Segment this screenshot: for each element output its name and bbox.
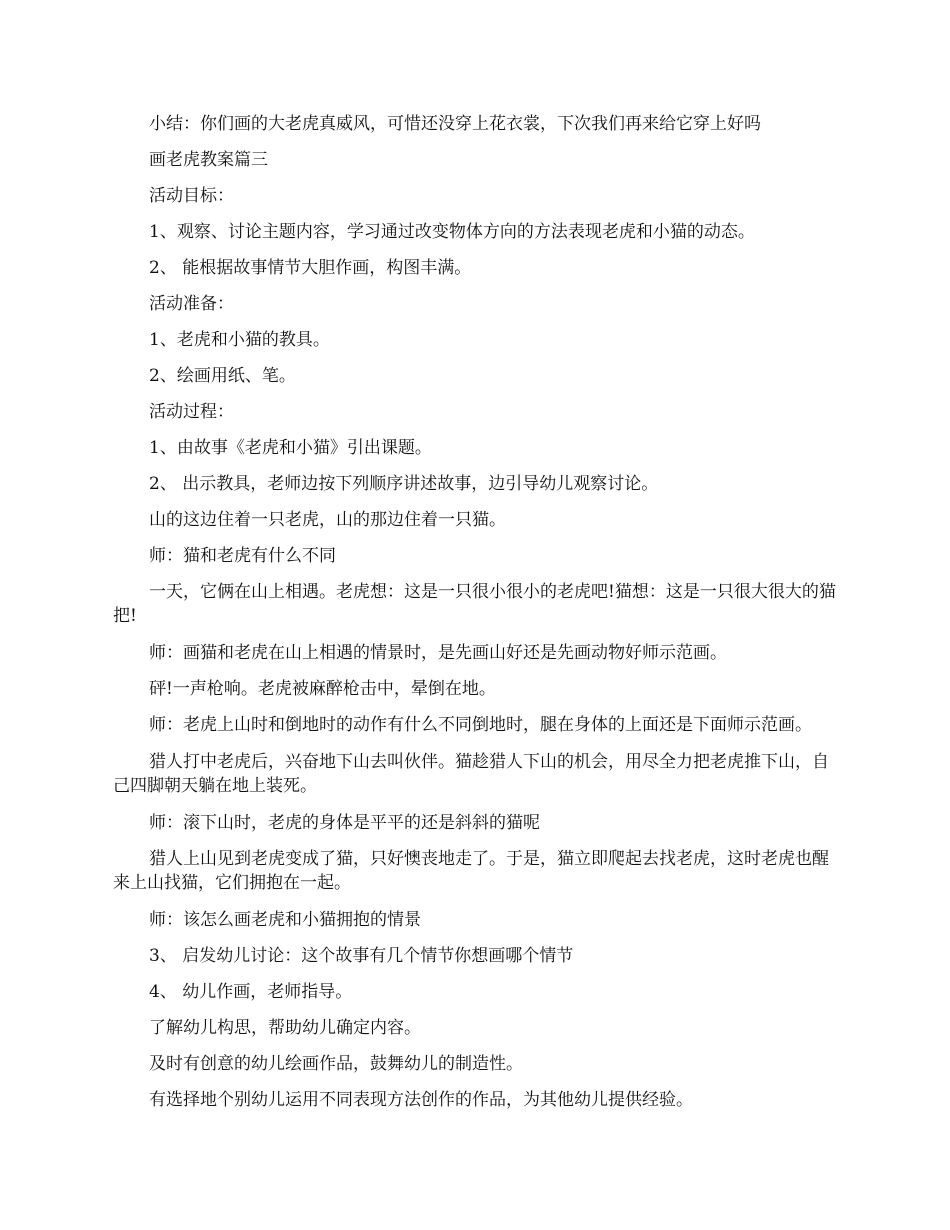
story-paragraph: 猎人上山见到老虎变成了猫，只好懊丧地走了。于是，猫立即爬起去找老虎，这时老虎也醒来上山找猫，它们拥抱在一起。 (113, 849, 829, 893)
teacher-question: 师：画猫和老虎在山上相遇的情景时，是先画山好还是先画动物好师示范画。 (149, 643, 727, 663)
preparation-item-1: 1、老虎和小猫的教具。 (149, 330, 330, 350)
paragraph-summary: 小结：你们画的大老虎真威风，可惜还没穿上花衣裳，下次我们再来给它穿上好吗 (149, 114, 761, 134)
teacher-question: 师：猫和老虎有什么不同 (149, 546, 336, 566)
process-item-4: 4、 幼儿作画，老师指导。 (149, 982, 353, 1002)
heading-activity-process: 活动过程： (149, 402, 234, 422)
teacher-question: 师：该怎么画老虎和小猫拥抱的情景 (149, 910, 421, 930)
process-item-2: 2、 出示教具，老师边按下列顺序讲述故事，边引导幼儿观察讨论。 (149, 474, 659, 494)
goal-item-2: 2、 能根据故事情节大胆作画，构图丰满。 (149, 258, 472, 278)
teacher-question: 师：滚下山时，老虎的身体是平平的还是斜斜的猫呢 (149, 813, 540, 833)
heading-activity-goals: 活动目标： (149, 186, 234, 206)
document-body (113, 112, 840, 1124)
guidance-paragraph: 了解幼儿构思，帮助幼儿确定内容。 (149, 1018, 421, 1038)
goal-item-1: 1、观察、讨论主题内容，学习通过改变物体方向的方法表现老虎和小猫的动态。 (149, 222, 755, 242)
story-paragraph: 山的这边住着一只老虎，山的那边住着一只猫。 (149, 510, 506, 530)
preparation-item-2: 2、绘画用纸、笔。 (149, 366, 296, 386)
heading-activity-preparation: 活动准备： (149, 294, 234, 314)
teacher-question: 师：老虎上山时和倒地时的动作有什么不同倒地时，腿在身体的上面还是下面师示范画。 (149, 715, 812, 735)
guidance-paragraph: 有选择地个别幼儿运用不同表现方法创作的作品，为其他幼儿提供经验。 (149, 1090, 693, 1110)
process-item-1: 1、由故事《老虎和小猫》引出课题。 (149, 438, 432, 458)
story-paragraph: 猎人打中老虎后，兴奋地下山去叫伙伴。猫趁猎人下山的机会，用尽全力把老虎推下山，自己四脚朝天躺在地上装死。 (113, 752, 829, 796)
story-paragraph: 砰!一声枪响。老虎被麻醉枪击中，晕倒在地。 (149, 679, 496, 699)
section-title: 画老虎教案篇三 (149, 150, 268, 170)
guidance-paragraph: 及时有创意的幼儿绘画作品，鼓舞幼儿的制造性。 (149, 1054, 523, 1074)
story-paragraph: 一天，它俩在山上相遇。老虎想：这是一只很小很小的老虎吧!猫想：这是一只很大很大的猫把! (113, 582, 836, 626)
process-item-3: 3、 启发幼儿讨论：这个故事有几个情节你想画哪个情节 (149, 946, 574, 966)
